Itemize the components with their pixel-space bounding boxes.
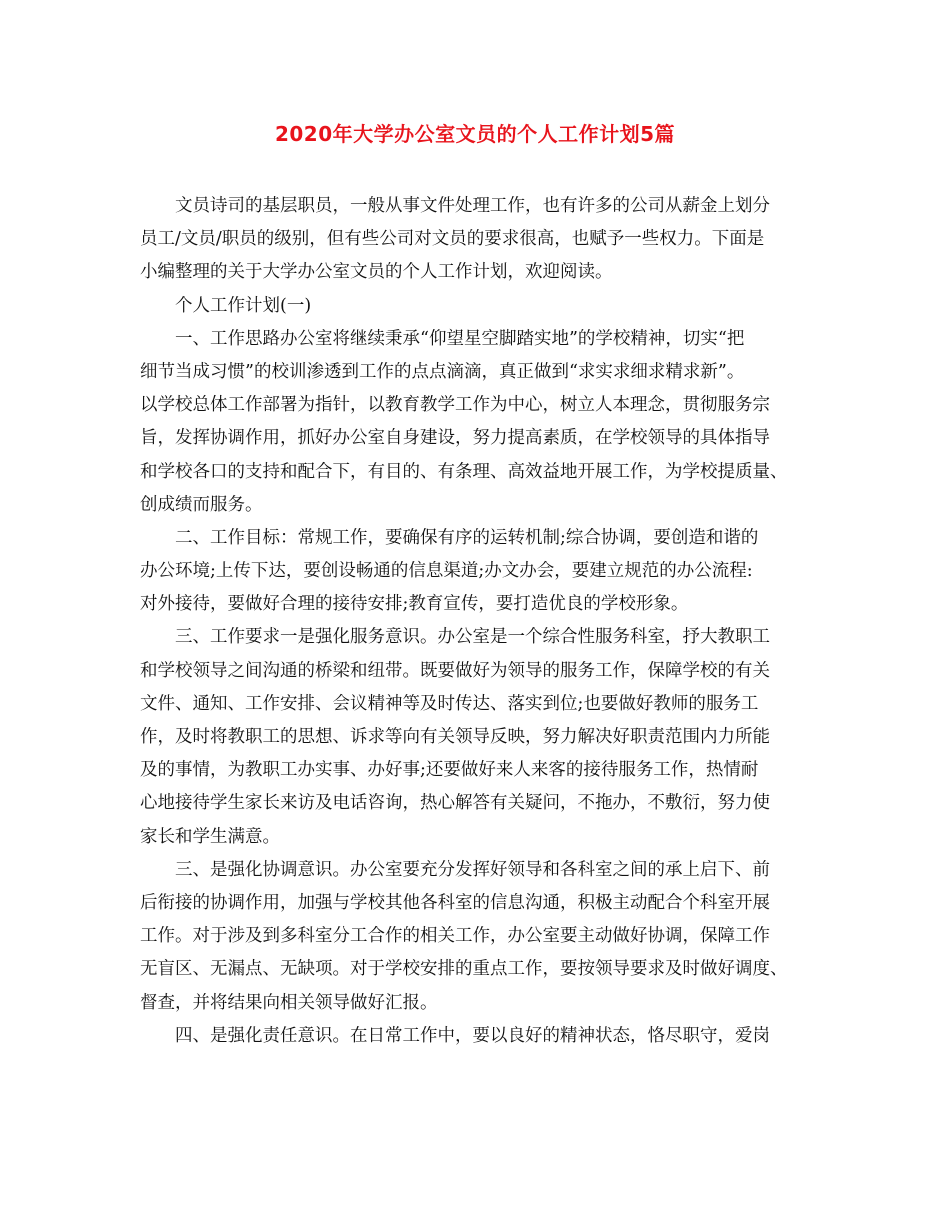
body-line: 督查，并将结果向相关领导做好汇报。 — [140, 992, 438, 1013]
body-line: 创成绩而服务。 — [140, 494, 263, 515]
body-line: 和学校领导之间沟通的桥梁和纽带。既要做好为领导的服务工作，保障学校的有关 — [140, 660, 770, 681]
body-line: 细节当成习惯”的校训渗透到工作的点点滴滴，真正做到“求实求细求精求新”。 — [140, 361, 745, 382]
body-line: 及的事情，为教职工办实事、办好事;还要做好来人来客的接待服务工作，热情耐 — [140, 760, 759, 781]
body-line: 三、工作要求一是强化服务意识。办公室是一个综合性服务科室，抒大教职工 — [175, 627, 770, 648]
body-line: 心地接待学生家长来访及电话咨询，热心解答有关疑问，不拖办，不敷衍，努力使 — [140, 793, 770, 814]
body-line: 作，及时将教职工的思想、诉求等向有关领导反映，努力解决好职责范围内力所能 — [140, 727, 770, 747]
body-line: 四、是强化责任意识。在日常工作中，要以良好的精神状态，恪尽职守，爱岗 — [175, 1025, 770, 1046]
body-line: 员工/文员/职员的级别，但有些公司对文员的要求很高，也赋予一些权力。下面是 — [140, 229, 765, 250]
body-line: 对外接待，要做好合理的接待安排;教育宣传，要打造优良的学校形象。 — [140, 594, 689, 615]
body-line: 家长和学生满意。 — [140, 826, 280, 847]
body-line: 小编整理的关于大学办公室文员的个人工作计划，欢迎阅读。 — [140, 262, 613, 283]
body-line: 一、工作思路办公室将继续秉承“仰望星空脚踏实地”的学校精神，切实“把 — [175, 328, 745, 349]
body-line: 办公环境;上传下达，要创设畅通的信息渠道;办文办会，要建立规范的办公流程: — [140, 561, 753, 582]
body-line: 二、工作目标：常规工作，要确保有序的运转机制;综合协调，要创造和谐的 — [175, 527, 759, 548]
body-line: 三、是强化协调意识。办公室要充分发挥好领导和各科室之间的承上启下、前 — [175, 859, 770, 880]
document-body — [140, 190, 830, 1053]
body-line: 以学校总体工作部署为指针，以教育教学工作为中心，树立人本理念，贯彻服务宗 — [140, 395, 770, 416]
body-line: 旨，发挥协调作用，抓好办公室自身建设，努力提高素质，在学校领导的具体指导 — [140, 428, 770, 449]
document-title: 2020年大学办公室文员的个人工作计划5篇 — [274, 122, 676, 146]
body-line: 个人工作计划(一) — [175, 295, 312, 316]
body-line: 无盲区、无漏点、无缺项。对于学校安排的重点工作，要按领导要求及时做好调度、 — [140, 959, 788, 980]
body-line: 文件、通知、工作安排、会议精神等及时传达、落实到位;也要做好教师的服务工 — [140, 693, 759, 714]
body-line: 工作。对于涉及到多科室分工合作的相关工作，办公室要主动做好协调，保障工作 — [140, 926, 770, 947]
body-line: 后衔接的协调作用，加强与学校其他各科室的信息沟通，积极主动配合个科室开展 — [140, 892, 770, 913]
body-line: 文员诗司的基层职员，一般从事文件处理工作，也有许多的公司从薪金上划分 — [175, 196, 770, 216]
body-line: 和学校各口的支持和配合下，有目的、有条理、高效益地开展工作，为学校提质量、 — [140, 461, 788, 482]
